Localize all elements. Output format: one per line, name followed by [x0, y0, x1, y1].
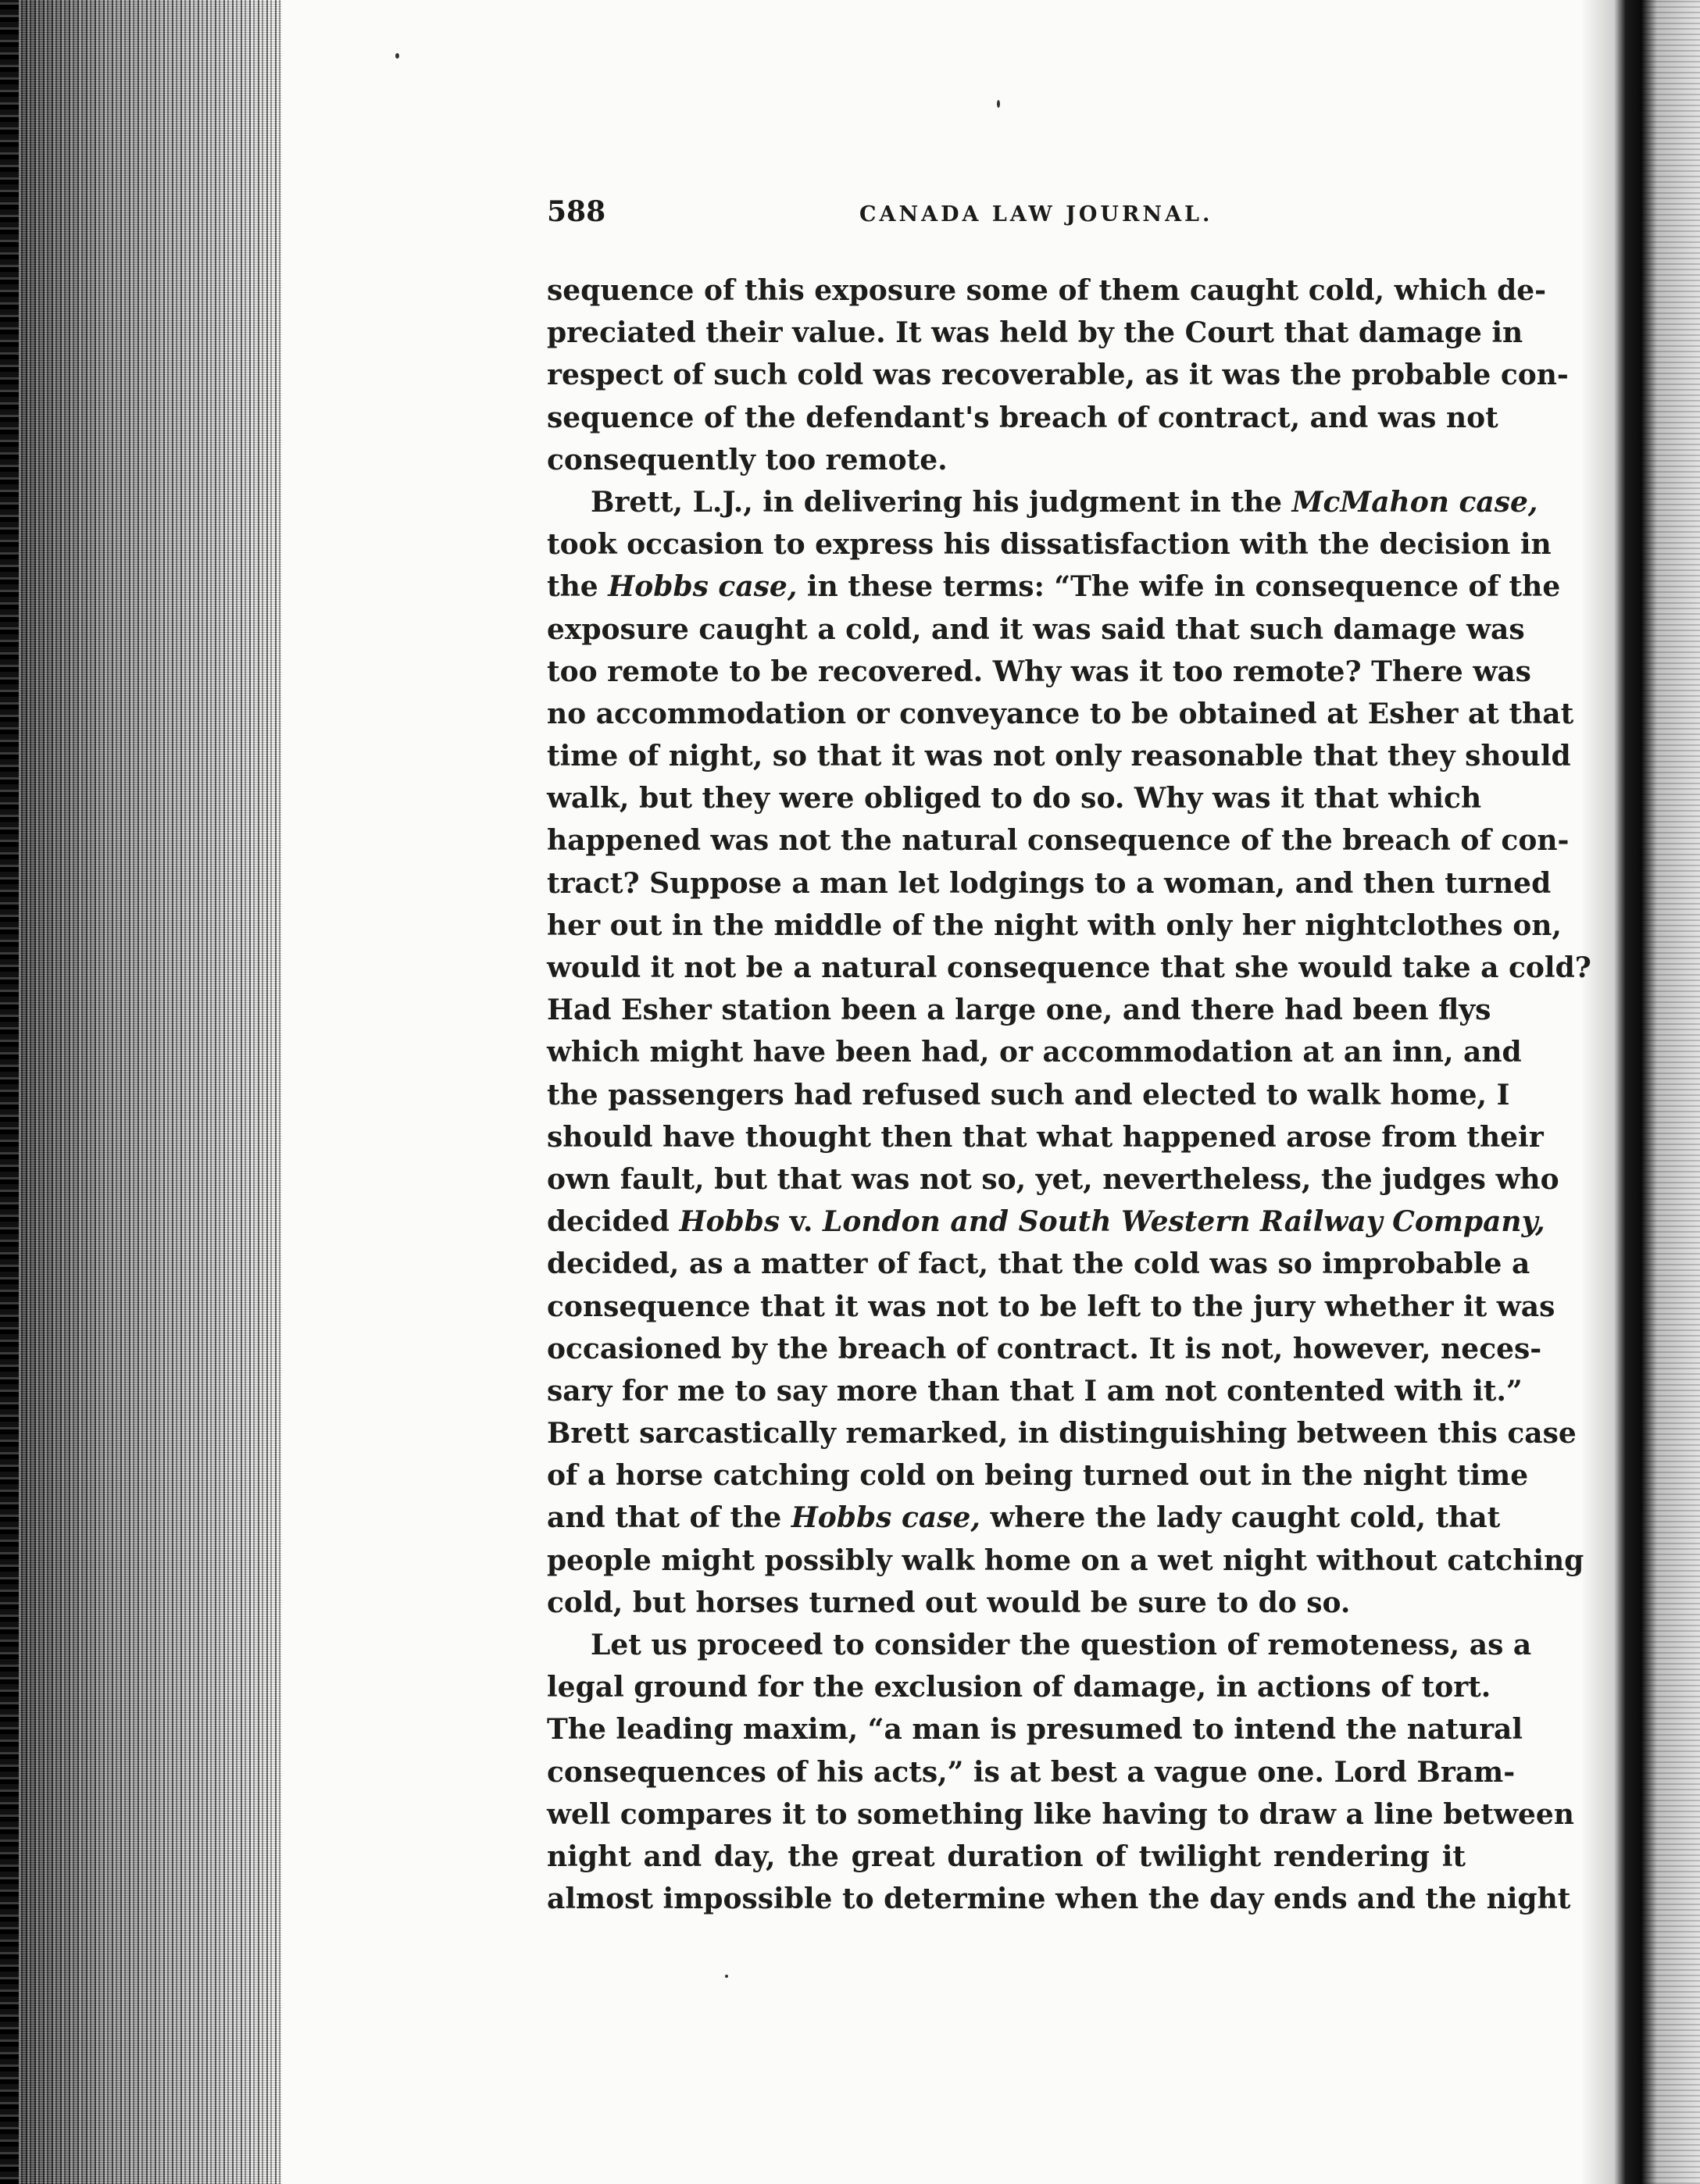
- text-segment: The leading maxim, “a man is presumed to intend the natural: [547, 1713, 1523, 1747]
- italic-case-name: McMahon case,: [1291, 485, 1538, 519]
- text-segment: occasioned by the breach of contract. It is not, however, neces-: [547, 1332, 1542, 1365]
- text-line: [547, 566, 1561, 608]
- text-line: [547, 1708, 1523, 1750]
- text-line: [547, 1793, 1574, 1836]
- text-line: [547, 1878, 1571, 1920]
- text-line: [547, 1201, 1545, 1243]
- text-line: [547, 693, 1574, 735]
- body-text: [547, 269, 1591, 1920]
- text-line: [547, 862, 1552, 905]
- text-line: [547, 523, 1552, 566]
- text-segment: took occasion to express his dissatisfaction with the decision in: [547, 528, 1552, 562]
- text-segment: sary for me to say more than that I am not contented with it.”: [547, 1374, 1523, 1408]
- text-line: [547, 1412, 1577, 1454]
- journal-title: CANADA LAW JOURNAL.: [859, 202, 1213, 227]
- running-head: [547, 195, 1466, 242]
- text-line: [547, 397, 1498, 439]
- text-segment: her out in the middle of the night with only her nightclothes on,: [547, 908, 1562, 942]
- text-line: [547, 312, 1523, 354]
- text-segment: Brett, L.J., in delivering his judgment in the: [591, 485, 1292, 519]
- text-segment: and that of the: [547, 1501, 791, 1535]
- text-segment: walk, but they were obliged to do so. Why was it that which: [547, 782, 1482, 815]
- text-segment: of a horse catching cold on being turned out in the night time: [547, 1459, 1529, 1493]
- text-line: [547, 1836, 1466, 1878]
- text-line: [547, 608, 1525, 651]
- text-segment: decided, as a matter of fact, that the cold was so improbable a: [547, 1247, 1530, 1281]
- text-segment: too remote to be recovered. Why was it too remote? There was: [547, 655, 1531, 688]
- text-line: [547, 1666, 1491, 1708]
- text-line: [547, 1497, 1501, 1539]
- text-segment: almost impossible to determine when the day ends and the night: [547, 1882, 1571, 1916]
- italic-case-name: Hobbs case,: [791, 1501, 980, 1535]
- scan-right-noise: [1638, 0, 1700, 2184]
- text-line: [547, 1751, 1516, 1793]
- text-line: [547, 989, 1491, 1031]
- text-segment: Let us proceed to consider the question of remoteness, as a: [591, 1629, 1532, 1661]
- text-line: [547, 1582, 1466, 1624]
- text-segment: consequently too remote.: [547, 443, 948, 476]
- document-page: [547, 195, 1591, 1916]
- text-segment: exposure caught a cold, and it was said that such damage was: [547, 612, 1525, 646]
- text-line: [547, 777, 1482, 819]
- text-line: [547, 1624, 1532, 1666]
- text-segment: well compares it to something like having to draw a line between: [547, 1797, 1574, 1831]
- text-line: [547, 1286, 1555, 1328]
- text-segment: in these terms: “The wife in consequence of the: [797, 570, 1561, 604]
- text-segment: v.: [780, 1205, 823, 1239]
- text-segment: the passengers had refused such and elected to walk home, I: [547, 1078, 1510, 1112]
- text-segment: Brett sarcastically remarked, in distinguishing between this case: [547, 1417, 1577, 1451]
- text-line: [547, 439, 1466, 481]
- scan-left-gutter: [0, 0, 281, 2184]
- text-segment: should have thought then that what happened arose from their: [547, 1120, 1544, 1154]
- text-line: [547, 1370, 1523, 1412]
- text-line: [547, 819, 1570, 862]
- text-segment: tract? Suppose a man let lodgings to a woman, and then turned: [547, 866, 1552, 900]
- text-line: [547, 651, 1531, 693]
- scan-speck: [997, 100, 1000, 108]
- text-segment: which might have been had, or accommodation at an inn, and: [547, 1036, 1522, 1069]
- text-segment: time of night, so that it was not only reasonable that they should: [547, 740, 1571, 773]
- italic-case-name: London and South Western Railway Company,: [823, 1205, 1545, 1239]
- text-segment: people might possibly walk home on a wet night without catching: [547, 1543, 1584, 1577]
- scan-speck: [395, 53, 399, 59]
- scan-speck: [725, 1975, 728, 1978]
- text-line: [547, 735, 1571, 777]
- text-segment: sequence of this exposure some of them caught cold, which de-: [547, 274, 1547, 307]
- text-segment: cold, but horses turned out would be sure to do so.: [547, 1586, 1351, 1619]
- text-segment: night and day, the great duration of twilight rendering it: [547, 1840, 1466, 1873]
- text-line: [547, 1243, 1530, 1285]
- text-line: [547, 481, 1538, 523]
- text-line: [547, 947, 1591, 989]
- text-line: [547, 1074, 1510, 1116]
- text-segment: no accommodation or conveyance to be obtained at Esher at that: [547, 697, 1574, 730]
- text-segment: would it not be a natural consequence that she would take a cold?: [547, 951, 1591, 984]
- text-segment: decided: [547, 1205, 680, 1239]
- text-line: [547, 1116, 1544, 1158]
- text-line: [547, 1328, 1542, 1370]
- text-line: [547, 1540, 1584, 1582]
- italic-case-name: Hobbs: [679, 1205, 780, 1239]
- text-segment: the: [547, 570, 609, 604]
- text-line: [547, 1031, 1522, 1073]
- text-segment: consequence that it was not to be left to the jury whether it was: [547, 1290, 1555, 1323]
- text-segment: preciated their value. It was held by the Court that damage in: [547, 316, 1523, 350]
- text-segment: sequence of the defendant's breach of contract, and was not: [547, 401, 1498, 434]
- text-segment: own fault, but that was not so, yet, nevertheless, the judges who: [547, 1162, 1559, 1196]
- text-line: [547, 354, 1569, 396]
- text-segment: consequences of his acts,” is at best a vague one. Lord Bram-: [547, 1755, 1516, 1789]
- text-line: [547, 905, 1562, 947]
- text-segment: happened was not the natural consequence of the breach of con-: [547, 824, 1570, 858]
- text-segment: Had Esher station been a large one, and there had been flys: [547, 994, 1491, 1027]
- text-line: [547, 1454, 1529, 1497]
- text-segment: where the lady caught cold, that: [980, 1501, 1501, 1535]
- text-segment: legal ground for the exclusion of damage, in actions of tort.: [547, 1671, 1491, 1704]
- text-segment: respect of such cold was recoverable, as it was the probable con-: [547, 359, 1569, 392]
- italic-case-name: Hobbs case,: [608, 570, 798, 604]
- scan-left-edge: [0, 0, 19, 2184]
- page-number: 588: [547, 195, 606, 228]
- text-line: [547, 1158, 1559, 1201]
- text-line: [547, 269, 1547, 312]
